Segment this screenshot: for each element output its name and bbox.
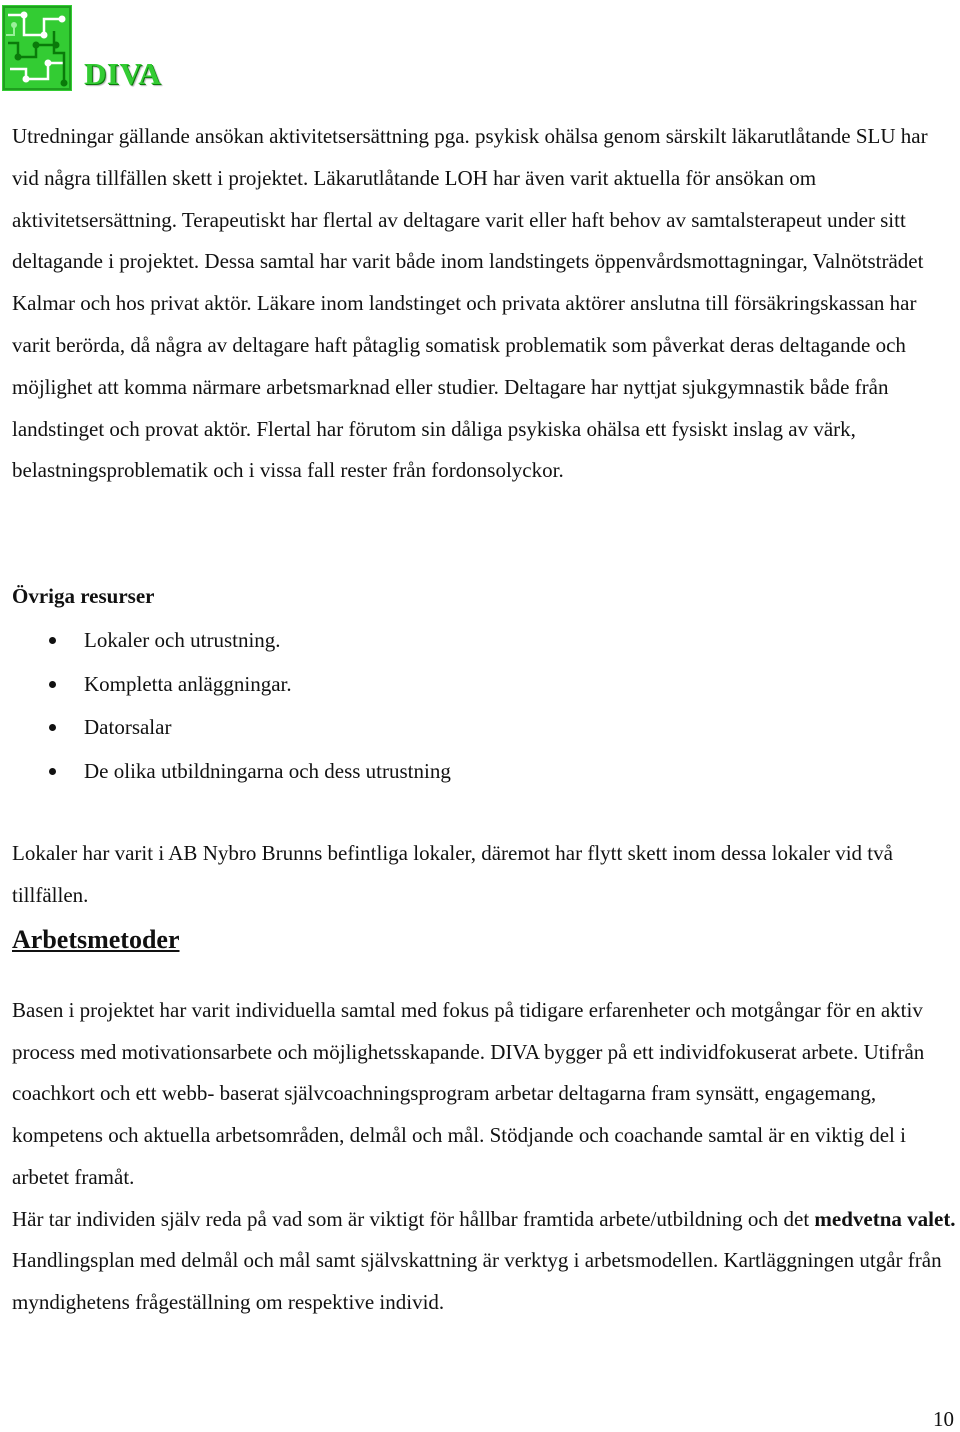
list-item-text: Kompletta anläggningar. [84,671,292,696]
body-paragraph: Utredningar gällande ansökan aktivitetsersättning pga. psykisk ohälsa genom särskilt läkarutlåtande SLU har vid några tillfällen skett i projektet. Läkarutlåtande LOH har även varit aktuella för ansökan om aktivitetsersättning. Terapeutiskt har flertal av deltagare varit eller haft behov av samtalsterapeut under sitt deltagande i projektet. Dessa samtal har varit både inom landstingets öppenvårdsmottagningar, Valnötsträdet Kalmar och hos privat aktör. Läkare inom landstinget och privata aktörer anslutna till försäkringskassan har varit berörda, då några av deltagare haft påtaglig somatisk problematik som påverkat deras deltagande och möjlighet att komma närmare arbetsmarknad eller studier. Deltagare har nyttjat sjukgymnastik både från landstinget och provat aktör. Flertal har förutom sin dåliga psykiska ohälsa ett fysiskt inslag av värk, belastningsproblematik och i vissa fall rester från fordonsolyckor. [12,124,928,483]
list-item [0,750,451,794]
list-item-text: Lokaler och utrustning. [84,628,281,652]
list-item [0,619,451,663]
methods-text-1: Basen i projektet har varit individuella samtal med fokus på tidigare erfarenheter och motgångar för en aktiv process med motivationsarbete och möjlighetsskapande. DIVA bygger på ett individfokuserat arbete. Utifrån coachkort och ett webb- baserat självcoachningsprogram arbetar deltagarna fram synsätt, engagemang, kompetens och aktuella arbetsområden, delmål och mål. Stödjande och coachande samtal är en viktig del i arbetet framåt. [12,998,925,1189]
logo-text: DIVA [84,56,162,91]
bullet-icon [49,768,56,775]
methods-text-2: Här tar individen själv reda på vad som är viktigt för hållbar framtida arbete/utbildning och det [12,1206,810,1231]
methods-paragraph [12,990,958,1324]
bullet-icon [49,637,56,644]
list-item-text: Datorsalar [84,715,172,739]
bullet-icon [49,681,56,688]
list-item-text: De olika utbildningarna och dess utrustning [84,758,451,783]
section-title: Arbetsmetoder [12,925,180,954]
methods-bold-phrase: medvetna valet. [814,1206,956,1231]
page-number: 10 [933,1407,954,1431]
diva-logo [2,5,72,91]
premises-paragraph: Lokaler har varit i AB Nybro Brunns befintliga lokaler, däremot har flytt skett inom dessa lokaler vid två tillfällen. [12,841,893,907]
resources-list [0,619,451,793]
list-item [0,706,451,750]
methods-text-3: Handlingsplan med delmål och mål samt självskattning är verktyg i arbetsmodellen. Kartläggningen utgår från myndighetens frågeställning om respektive individ. [12,1248,942,1314]
list-item [0,663,451,707]
resources-heading: Övriga resurser [12,584,155,608]
circuit-board-logo-icon [2,5,72,91]
bullet-icon [49,724,56,731]
